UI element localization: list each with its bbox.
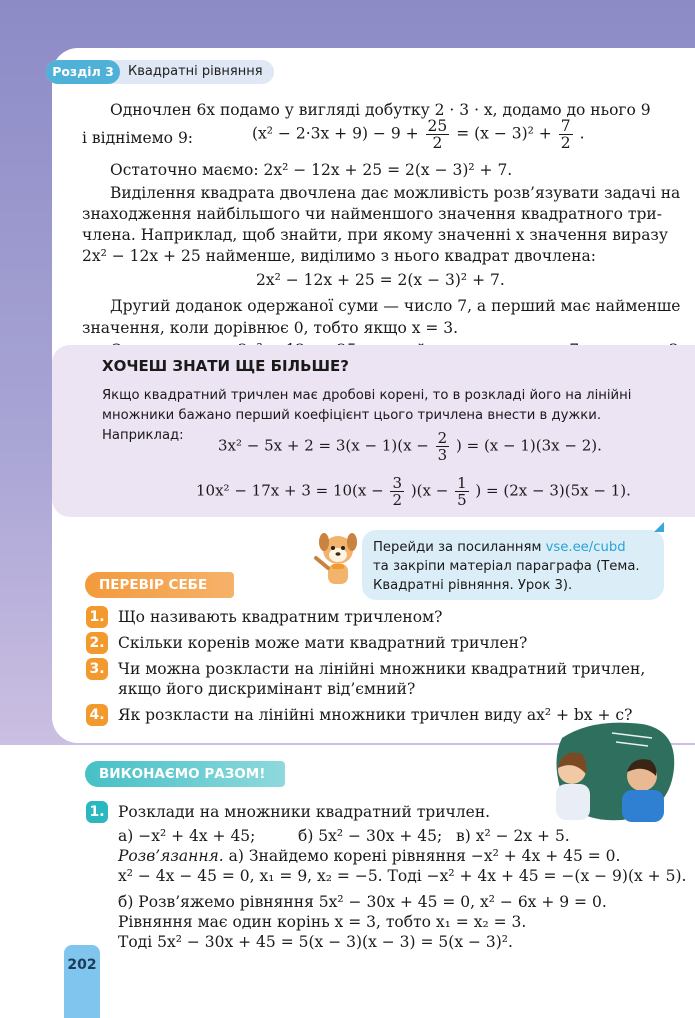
formula-example-2: [196, 475, 631, 508]
formula-part: (x² − 2·3x + 9) − 9 +: [252, 124, 419, 143]
mascot-dog-icon: [312, 528, 364, 590]
task-part-c: в) x² − 2x + 5.: [456, 827, 570, 845]
question-text: Що називають квадратним тричленом?: [118, 608, 443, 626]
solution-line: б) Розв’яжемо рівняння 5x² − 30x + 45 = 0, x² − 6x + 9 = 0.: [118, 893, 607, 911]
solution-line: Рівняння має один корінь x = 3, тобто x₁ = x₂ = 3.: [118, 913, 527, 931]
text-line: Другий доданок одержаної суми — число 7, а перший має найменше: [110, 297, 681, 315]
text-line: 2x² − 12x + 25 найменше, виділимо з нього квадрат двочлена:: [82, 247, 596, 265]
fraction-denominator: 2: [432, 134, 443, 152]
fraction-denominator: 3: [437, 446, 448, 464]
formula-completing-square: [252, 118, 585, 151]
resource-link[interactable]: vse.ee/cubd: [545, 540, 626, 555]
task-part-a: а) −x² + 4x + 45;: [118, 827, 256, 845]
text-line: Виділення квадрата двочлена дає можливість розв’язувати задачі на: [110, 184, 681, 202]
formula-part: ) = (2x − 3)(5x − 1).: [475, 481, 631, 500]
fraction: [455, 475, 469, 508]
formula-part: .: [579, 124, 585, 143]
fraction: [390, 475, 404, 508]
fraction-numerator: 2: [437, 429, 448, 447]
solution-text: а) Знайдемо корені рівняння −x² + 4x + 45 = 0.: [228, 847, 621, 865]
task-text: Розклади на множники квадратний тричлен.: [118, 803, 491, 821]
link-rest: та закріпи матеріал параграфа (Тема. Квадратні рівняння. Урок 3).: [373, 559, 640, 593]
solution-line: x² − 4x − 45 = 0, x₁ = 9, x₂ = −5. Тоді −x² + 4x + 45 = −(x − 9)(x + 5).: [118, 867, 687, 885]
chapter-header: [46, 60, 274, 84]
know-more-text: Якщо квадратний тричлен має дробові корені, то в розкладі його на лінійні множники бажано перший коефіцієнт цього тричлена внести в дужки. Наприклад:: [102, 388, 632, 443]
link-text: [373, 538, 663, 595]
check-yourself-badge: ПЕРЕВІР СЕБЕ: [85, 572, 234, 598]
section-label: Розділ 3: [46, 60, 120, 84]
text-line: Остаточно маємо: 2x² − 12x + 25 = 2(x − 3)² + 7.: [110, 161, 513, 179]
fraction-denominator: 2: [560, 134, 571, 152]
formula-line: 2x² − 12x + 25 = 2(x − 3)² + 7.: [256, 271, 505, 289]
task-part-b: б) 5x² − 30x + 45;: [298, 827, 443, 845]
text-line: значення, коли дорівнює 0, тобто якщо x = 3.: [82, 319, 459, 337]
fraction-numerator: 1: [457, 474, 467, 492]
question-number: 2.: [86, 632, 108, 654]
text-line: знаходження найбільшого чи найменшого значення квадратного три-: [82, 205, 662, 223]
formula-part: 3x² − 5x + 2 = 3(x − 1)(x −: [218, 436, 429, 455]
question-text: Скільки коренів може мати квадратний тричлен?: [118, 634, 528, 652]
question-number: 4.: [86, 704, 108, 726]
do-together-badge: ВИКОНАЄМО РАЗОМ!: [85, 761, 285, 787]
formula-part: ) = (x − 1)(3x − 2).: [456, 436, 602, 455]
solution-label: Розв’язання.: [118, 847, 224, 865]
formula-part: = (x − 3)² +: [456, 124, 552, 143]
question-text: якщо його дискримінант від’ємний?: [118, 680, 416, 698]
question-text: Чи можна розкласти на лінійні множники квадратний тричлен,: [118, 660, 646, 678]
formula-part: )(x −: [410, 481, 449, 500]
fraction: [559, 118, 573, 151]
solution-line: [118, 846, 620, 866]
students-photo: [552, 718, 677, 823]
know-more-title: ХОЧЕШ ЗНАТИ ЩЕ БІЛЬШЕ?: [102, 357, 350, 375]
formula-part: 10x² − 17x + 3 = 10(x −: [196, 481, 384, 500]
fraction: [436, 430, 450, 463]
text-line: члена. Наприклад, щоб знайти, при якому значенні x значення виразу: [82, 226, 669, 244]
question-text: Як розкласти на лінійні множники тричлен виду ax² + bx + c?: [118, 706, 633, 724]
formula-example-1: [218, 430, 602, 463]
fraction-denominator: 5: [457, 491, 467, 509]
solution-line: Тоді 5x² − 30x + 45 = 5(x − 3)(x − 3) = 5(x − 3)².: [118, 933, 513, 951]
page-number: 202: [64, 945, 100, 1018]
link-prefix: Перейди за посиланням: [373, 540, 546, 555]
link-corner-decoration: [654, 522, 664, 532]
fraction-numerator: 3: [392, 474, 403, 492]
fraction-denominator: 2: [392, 491, 403, 509]
text-line: і віднімемо 9:: [82, 129, 194, 147]
question-number: 3.: [86, 658, 108, 680]
task-number: 1.: [86, 801, 108, 823]
fraction-numerator: 7: [560, 117, 571, 135]
fraction-numerator: 25: [427, 117, 448, 135]
question-number: 1.: [86, 606, 108, 628]
fraction: [426, 118, 450, 151]
text-line: Одночлен 6x подамо у вигляді добутку 2 · 3 · x, додамо до нього 9: [110, 101, 651, 119]
section-title: Квадратні рівняння: [128, 64, 263, 79]
